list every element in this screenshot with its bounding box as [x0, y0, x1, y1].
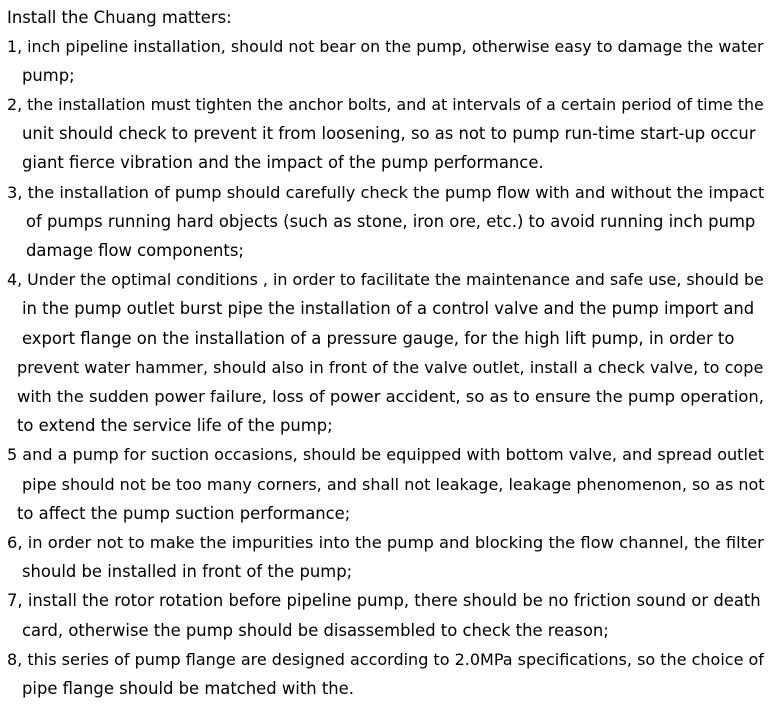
list-item-line: 7, install the rotor rotation before pipeline pump, there should be no friction sound or death [7, 591, 761, 610]
list-item-line: unit should check to prevent it from loosening, so as not to pump run-time start-up occur [22, 124, 756, 143]
list-item-line: damage flow components; [26, 241, 244, 260]
list-item-line: in the pump outlet burst pipe the installation of a control valve and the pump import and [22, 299, 755, 318]
list-item-line: 8, this series of pump flange are designed according to 2.0MPa specifications, so the choice of [7, 650, 764, 669]
list-item-line: 6, in order not to make the impurities into the pump and blocking the flow channel, the filter [7, 533, 764, 552]
list-item-line: giant fierce vibration and the impact of the pump performance. [22, 153, 544, 172]
list-item-line: pump; [22, 66, 75, 85]
list-item-line: 3, the installation of pump should carefully check the pump flow with and without the impact [7, 183, 765, 202]
list-item-line: 2, the installation must tighten the anchor bolts, and at intervals of a certain period of time the [7, 95, 764, 114]
list-item-line: should be installed in front of the pump; [22, 562, 353, 581]
list-item-line: pipe should not be too many corners, and shall not leakage, leakage phenomenon, so as not [22, 475, 765, 494]
list-item-line: export flange on the installation of a pressure gauge, for the high lift pump, in order to [22, 329, 735, 348]
list-item-line: 1, inch pipeline installation, should not bear on the pump, otherwise easy to damage the water [7, 37, 764, 56]
list-item-line: to extend the service life of the pump; [17, 416, 333, 435]
list-item-line: prevent water hammer, should also in front of the valve outlet, install a check valve, to cope [17, 358, 764, 377]
list-item-line: with the sudden power failure, loss of power accident, so as to ensure the pump operation, [17, 387, 764, 406]
document-heading: Install the Chuang matters: [7, 8, 232, 27]
list-item-line: pipe flange should be matched with the. [22, 679, 354, 698]
list-item-line: of pumps running hard objects (such as stone, iron ore, etc.) to avoid running inch pump [26, 212, 756, 231]
list-item-line: 4, Under the optimal conditions , in order to facilitate the maintenance and safe use, should be [7, 270, 764, 289]
list-item-line: 5 and a pump for suction occasions, should be equipped with bottom valve, and spread outlet [7, 445, 765, 464]
list-item-line: to affect the pump suction performance; [17, 504, 351, 523]
list-item-line: card, otherwise the pump should be disassembled to check the reason; [22, 621, 609, 640]
